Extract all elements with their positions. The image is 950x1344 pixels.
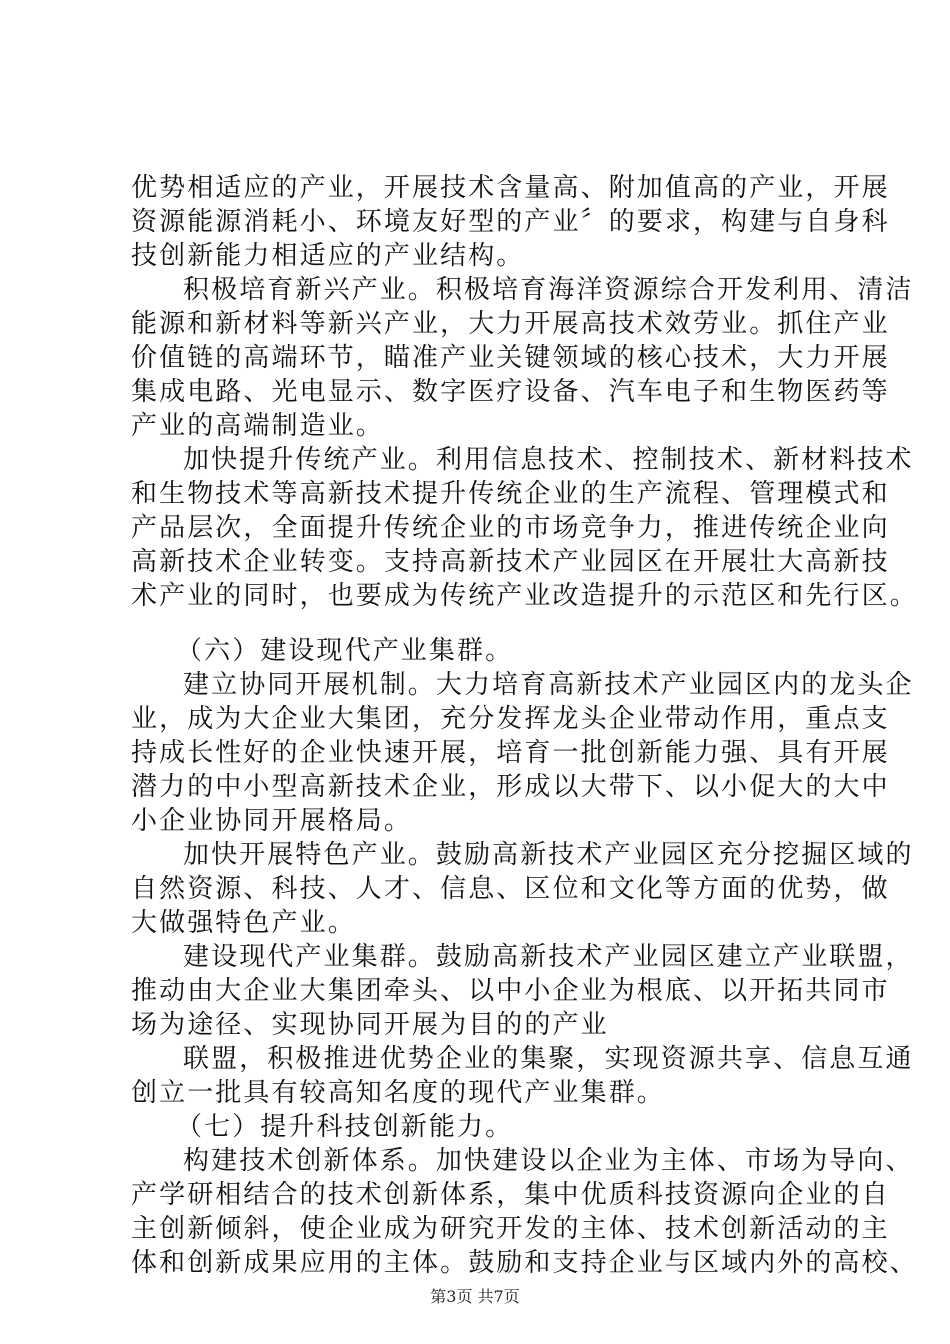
body-text-line: 体和创新成果应用的主体。鼓励和支持企业与区域内外的高校、 bbox=[131, 1248, 918, 1278]
body-text-line: 产业的高端制造业。 bbox=[131, 411, 384, 441]
body-text-line: 优势相适应的产业，开展技术含量高、附加值高的产业，开展 bbox=[131, 173, 890, 203]
page-number-footer: 第3页 共7页 bbox=[430, 1287, 520, 1306]
paragraph-start-line: 加快开展特色产业。鼓励高新技术产业园区充分挖掘区域的 bbox=[183, 840, 914, 870]
section-heading: （七）提升科技创新能力。 bbox=[176, 1112, 514, 1142]
body-text-line: 产品层次，全面提升传统企业的市场竞争力，推进传统企业向 bbox=[131, 513, 890, 543]
body-text-line: 小企业协同开展格局。 bbox=[131, 806, 413, 836]
body-text-line: 潜力的中小型高新技术企业，形成以大带下、以小促大的大中 bbox=[131, 772, 890, 802]
body-text-line: 能源和新材料等新兴产业，大力开展高技术效劳业。抓住产业 bbox=[131, 309, 890, 339]
body-text-line: 推动由大企业大集团牵头、以中小企业为根底、以开拓共同市 bbox=[131, 976, 890, 1006]
body-text-line: 高新技术企业转变。支持高新技术产业园区在开展壮大高新技 bbox=[131, 547, 890, 577]
body-text-line: 价值链的高端环节，瞄准产业关键领域的核心技术，大力开展 bbox=[131, 343, 890, 373]
body-text-line: 业，成为大企业大集团，充分发挥龙头企业带动作用，重点支 bbox=[131, 704, 890, 734]
paragraph-start-line: 建立协同开展机制。大力培育高新技术产业园区内的龙头企 bbox=[183, 670, 914, 700]
paragraph-start-line: 建设现代产业集群。鼓励高新技术产业园区建立产业联盟， bbox=[183, 942, 914, 972]
body-text-line: 创立一批具有较高知名度的现代产业集群。 bbox=[131, 1078, 665, 1108]
body-text-line: 和生物技术等高新技术提升传统企业的生产流程、管理模式和 bbox=[131, 479, 890, 509]
paragraph-start-line: 积极培育新兴产业。积极培育海洋资源综合开发利用、清洁 bbox=[183, 275, 914, 305]
paragraph-start-line: 联盟，积极推进优势企业的集聚，实现资源共享、信息互通 bbox=[183, 1044, 914, 1074]
body-text-line: 持成长性好的企业快速开展，培育一批创新能力强、具有开展 bbox=[131, 738, 890, 768]
body-text-line: 大做强特色产业。 bbox=[131, 908, 356, 938]
paragraph-start-line: 构建技术创新体系。加快建设以企业为主体、市场为导向、 bbox=[183, 1146, 914, 1176]
body-text-line: 资源能源消耗小、环境友好型的产业〞的要求，构建与自身科 bbox=[131, 207, 890, 237]
body-text-line: 主创新倾斜，使企业成为研究开发的主体、技术创新活动的主 bbox=[131, 1214, 890, 1244]
body-text-line: 产学研相结合的技术创新体系，集中优质科技资源向企业的自 bbox=[131, 1180, 890, 1210]
body-text-line: 技创新能力相适应的产业结构。 bbox=[131, 241, 525, 271]
section-heading: （六）建设现代产业集群。 bbox=[176, 636, 514, 666]
body-text-line: 自然资源、科技、人才、信息、区位和文化等方面的优势，做 bbox=[131, 874, 890, 904]
body-text-line: 集成电路、光电显示、数字医疗设备、汽车电子和生物医药等 bbox=[131, 377, 890, 407]
body-text-line: 场为途径、实现协同开展为目的的产业 bbox=[131, 1010, 609, 1040]
body-text-line: 术产业的同时，也要成为传统产业改造提升的示范区和先行区。 bbox=[131, 581, 918, 611]
paragraph-start-line: 加快提升传统产业。利用信息技术、控制技术、新材料技术 bbox=[183, 445, 914, 475]
